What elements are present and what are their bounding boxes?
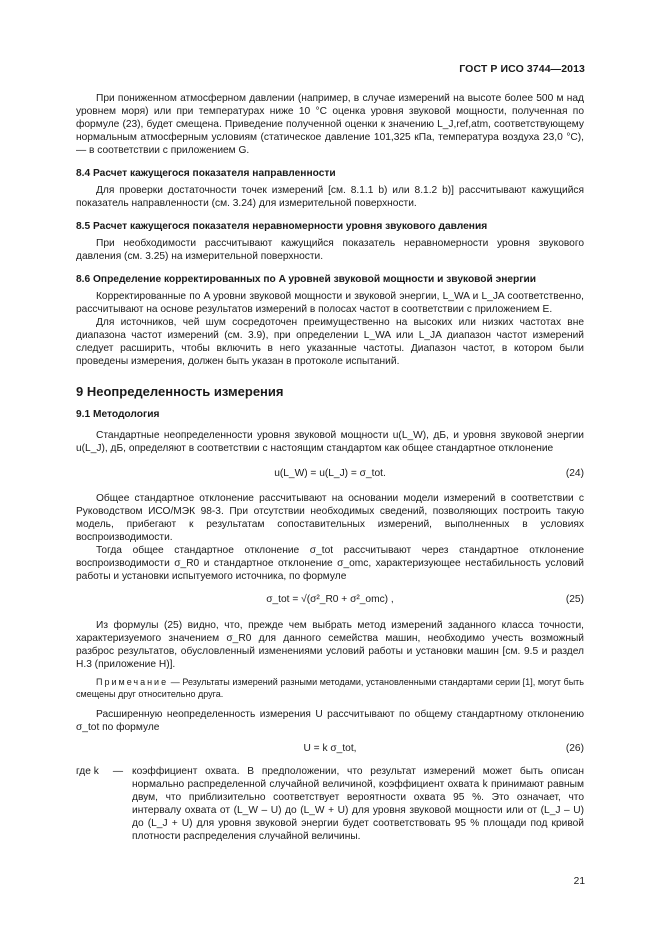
section-9-1-title: 9.1 Методология — [76, 409, 160, 420]
section-9-1-text-2: Общее стандартное отклонение рассчитывают на основании модели измерений в соответствии с Руководством ИСО/МЭК 98-3. При отсутствии необходимых сведений, позволяющих построить такую модель, прибегают к результатам сопоставительных измерений, выполненных в условиях воспроизводимости. — [76, 493, 584, 543]
equation-26-expression: U = k σ_tot, — [303, 743, 357, 754]
section-8-5-text: При необходимости рассчитывают кажущийся показатель неравномерности уровня звукового давления (см. 3.25) на измерительной поверхности. — [76, 238, 584, 262]
section-9-1-text-1: Стандартные неопределенности уровня звуковой мощности u(L_W), дБ, и уровня звуковой энергии u(L_J), дБ, определяют в соответствии с настоящим стандартом как общее стандартное отклонение — [76, 430, 584, 454]
section-9-1-text-5: Расширенную неопределенность измерения U рассчитывают по общему стандартному отклонению σ_tot по формуле — [76, 709, 584, 733]
page-content — [76, 92, 584, 843]
section-8-4-text: Для проверки достаточности точек измерений [см. 8.1.1 b) или 8.1.2 b)] рассчитывают кажущийся показатель направленности (см. 3.24) для измерительной поверхности. — [76, 185, 584, 209]
section-8-6-title: 8.6 Определение корректированных по A уровней звуковой мощности и звуковой энергии — [76, 274, 537, 285]
where-clause — [76, 765, 584, 843]
section-9-1-text-3: Тогда общее стандартное отклонение σ_tot рассчитывают через стандартное отклонение воспроизводимости σ_R0 и стандартное отклонение σ_omc, характеризующее нестабильность условий работы и установки испытуемого источника, по формуле — [76, 545, 584, 582]
page-number: 21 — [573, 876, 585, 887]
standard-number: ГОСТ Р ИСО 3744—2013 — [459, 63, 585, 75]
equation-24-expression: u(L_W) = u(L_J) = σ_tot. — [274, 468, 386, 479]
where-symbol: где k — [76, 766, 99, 777]
equation-25 — [76, 587, 584, 613]
note-label: Примечание — [96, 677, 169, 687]
note-text: — Результаты измерений разными методами, установленными стандартами серии [1], могут быть смещены друг относительно друга. — [76, 677, 584, 699]
equation-24-number: (24) — [565, 468, 584, 479]
equation-25-rhs: √(σ²_R0 + σ²_omc) — [301, 594, 389, 605]
equation-25-number: (25) — [565, 594, 584, 605]
equation-26 — [76, 742, 584, 755]
note — [76, 677, 584, 700]
equation-24 — [76, 467, 584, 480]
equation-26-number: (26) — [565, 743, 584, 754]
equation-25-tail: , — [390, 594, 394, 605]
section-8-6-text-1: Корректированные по A уровни звуковой мощности и звуковой энергии, L_WA и L_JA соответственно, рассчитывают на основе результатов измерений в полосах частот в соответствии с приложением Е. — [76, 291, 584, 315]
paragraph-atmospheric: При пониженном атмосферном давлении (например, в случае измерений на высоте более 500 м над уровнем моря) или при температурах ниже 10 °С оценка уровня звуковой мощности, полученная по формуле (23), будет смещена. Приведение полученной оценки к значению L_J,ref,atm, соответствующему нормальным атмосферным условиям (статическое давление 101,325 кПа, температура воздуха 23,0 °С), — в соответствии с приложением G. — [76, 93, 584, 156]
section-9-title: 9 Неопределенность измерения — [76, 384, 284, 399]
section-8-6-text-2: Для источников, чей шум сосредоточен преимущественно на высоких или низких частотах вне диапазона частот измерений (см. 3.9), при определении L_WA или L_JA диапазон частот измерений следует расширить, чтобы включить в него указанные частоты. Диапазон частот, в котором были проведены измерения, должен быть указан в протоколе испытаний. — [76, 317, 584, 367]
section-8-4-title: 8.4 Расчет кажущегося показателя направленности — [76, 168, 336, 179]
equation-25-lhs: σ_tot = — [266, 594, 299, 605]
where-dash: — — [112, 766, 124, 777]
where-definition: коэффициент охвата. В предположении, что результат измерений может быть описан нормально распределенной случайной величиной, коэффициент охвата k принимают равным двум, что приблизительно соответствует вероятности охвата 95 %. Это означает, что интервалу охвата от (L_W – U) до (L_W + U) для уровня звуковой мощности или от (L_J – U) до (L_J + U) для уровня звуковой энергии будет соответствовать 95 % площади под кривой плотности распределения случайной величины. — [132, 766, 584, 842]
equation-25-expression — [76, 593, 584, 606]
section-8-5-title: 8.5 Расчет кажущегося показателя неравномерности уровня звукового давления — [76, 221, 488, 232]
section-9-1-text-4: Из формулы (25) видно, что, прежде чем выбрать метод измерений заданного класса точности, характеризуемого значением σ_R0 для данного семейства машин, необходимо учесть возможный разброс результатов, обусловленный изменениями условий работы и установки машин [см. 9.5 и раздел Н.3 (приложение Н)]. — [76, 620, 584, 670]
